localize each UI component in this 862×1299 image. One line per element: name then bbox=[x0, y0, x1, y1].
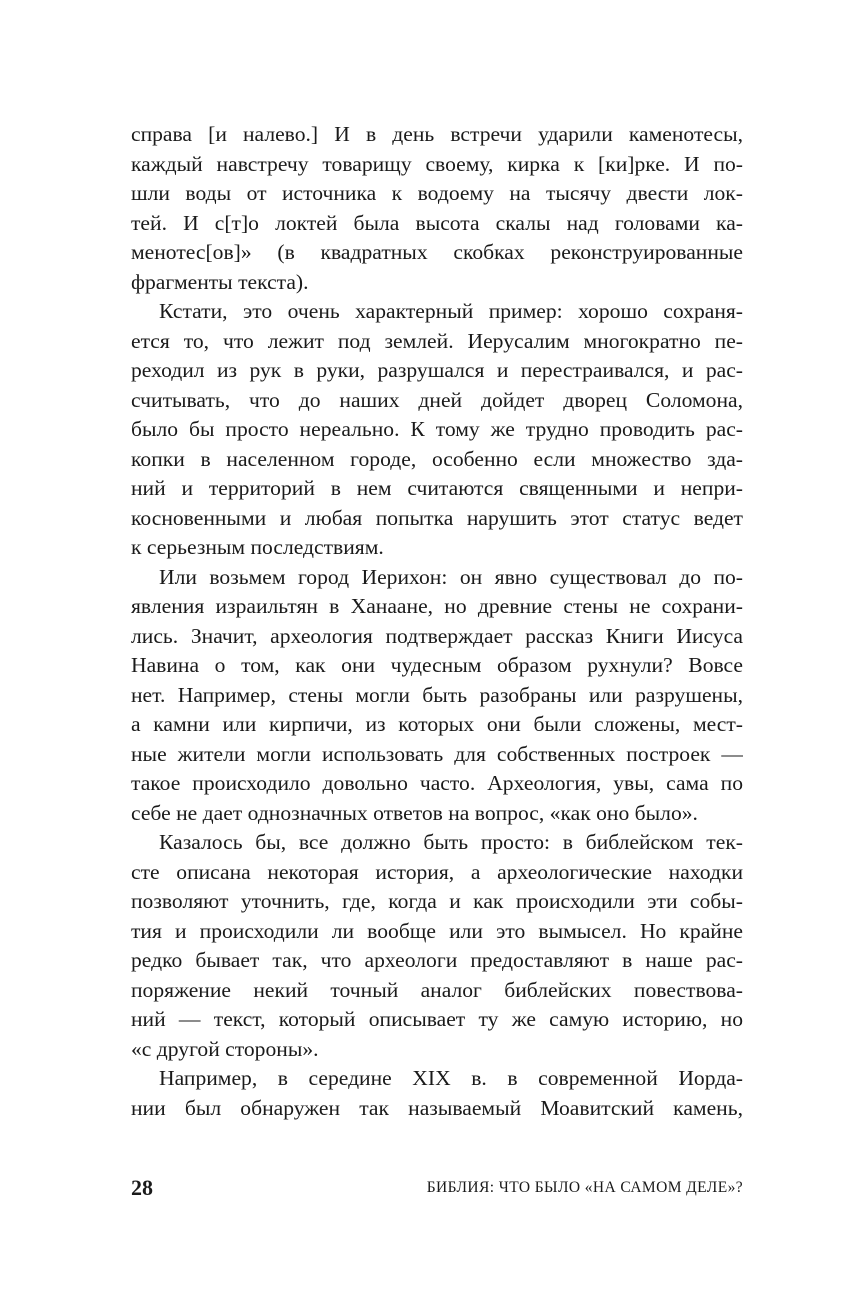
text-line: Кстати, это очень характерный пример: хорошо сохраня- bbox=[159, 299, 743, 323]
text-line: реходил из рук в руки, разрушался и перестраивался, и рас- bbox=[131, 358, 743, 382]
text-line: Например, в середине XIX в. в современной Иорда- bbox=[159, 1066, 743, 1090]
text-line: нет. Например, стены могли быть разобраны или разрушены, bbox=[131, 682, 743, 707]
text-line: такое происходило довольно часто. Археология, увы, сама по bbox=[131, 771, 743, 795]
text-line: считывать, что до наших дней дойдет дворец Соломона, bbox=[131, 387, 743, 412]
page-number: 28 bbox=[131, 1175, 153, 1200]
text-line: тей. И с[т]о локтей была высота скалы над головами ка- bbox=[131, 210, 743, 235]
text-line: шли воды от источника к водоему на тысячу двести лок- bbox=[131, 181, 743, 205]
text-line: явления израильтян в Ханаане, но древние стены не сохрани- bbox=[131, 594, 743, 618]
text-line: себе не дает однозначных ответов на вопрос, «как оно было». bbox=[131, 800, 698, 825]
text-line: сте описана некоторая история, а археологические находки bbox=[131, 859, 743, 884]
text-line: тия и происходили ли вообще или это вымысел. Но крайне bbox=[131, 918, 743, 943]
text-line: позволяют уточнить, где, когда и как происходили эти собы- bbox=[131, 889, 743, 913]
text-line: косновенными и любая попытка нарушить этот статус ведет bbox=[131, 505, 743, 530]
text-line: каждый навстречу товарищу своему, кирка к [ки]рке. И по- bbox=[131, 151, 743, 176]
text-line: Или возьмем город Иерихон: он явно существовал до по- bbox=[159, 564, 743, 589]
text-line: «с другой стороны». bbox=[131, 1036, 319, 1061]
text-line: а камни или кирпичи, из которых они были сложены, мест- bbox=[131, 712, 743, 736]
text-line: фрагменты текста). bbox=[131, 269, 309, 294]
text-line: к серьезным последствиям. bbox=[131, 535, 384, 559]
running-title: БИБЛИЯ: ЧТО БЫЛО «НА САМОМ ДЕЛЕ»? bbox=[426, 1179, 743, 1196]
text-line: Казалось бы, все должно быть просто: в библейском тек- bbox=[159, 830, 743, 854]
body-text bbox=[131, 120, 743, 1123]
text-line: ний и территорий в нем считаются священными и непри- bbox=[131, 476, 743, 500]
text-line: ний — текст, который описывает ту же самую историю, но bbox=[131, 1007, 743, 1031]
text-line: было бы просто нереально. К тому же трудно проводить рас- bbox=[131, 417, 743, 441]
text-line: редко бывает так, что археологи предоставляют в наше рас- bbox=[131, 948, 743, 972]
text-line: нии был обнаружен так называемый Моавитский камень, bbox=[131, 1095, 743, 1120]
text-line: лись. Значит, археология подтверждает рассказ Книги Иисуса bbox=[131, 623, 743, 648]
text-line: ные жители могли использовать для собственных построек — bbox=[131, 741, 743, 766]
text-line: менотес[ов]» (в квадратных скобках реконструированные bbox=[131, 240, 743, 264]
text-line: справа [и налево.] И в день встречи ударили каменотесы, bbox=[131, 122, 743, 146]
text-line: поряжение некий точный аналог библейских повествова- bbox=[131, 977, 743, 1002]
text-line: Навина о том, как они чудесным образом рухнули? Вовсе bbox=[131, 653, 743, 677]
text-line: копки в населенном городе, особенно если множество зда- bbox=[131, 446, 743, 471]
text-line: ется то, что лежит под землей. Иерусалим многократно пе- bbox=[131, 328, 743, 353]
